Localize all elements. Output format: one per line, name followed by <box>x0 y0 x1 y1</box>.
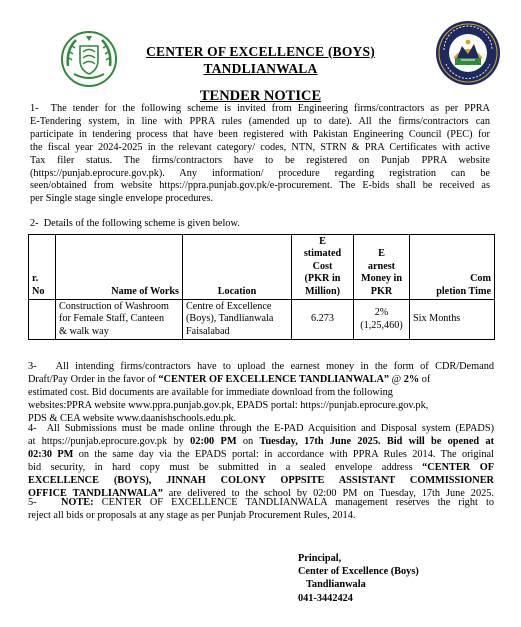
cell-completion-time: Six Months <box>410 300 495 340</box>
header-location: Location <box>183 235 292 300</box>
paragraph-4: 4- All Submissions must be made online through the E-PAD Acquisition and Disposal system (EPADS) at https://punjab.eprocure.gov.pk by 02:00 PM on Tuesday, 17th June 2025. Bid will be opened at 02:30 PM on the same day via the EPADS portal: in accordance with PPRA Rules 2014. The original bid security, in hard copy must be submitted in a sealed envelope address “CENTER OF EXCELLENCE (BOYS), JINNAH COLONY OPPSITE ASSISTANT COMMISSIONER OFFICE TANDLIANWALA” are delivered to the school by 02:00 PM on Tuesday, 17th June 2025. <box>28 423 495 499</box>
paragraph-1-line: Tax filer status. The firms/contractors have to be registered on Punjab PPRA website <box>30 154 490 166</box>
paragraph-1-line: 1- The tender for the following scheme is invited from Engineering firms/contractors as per PPRA <box>30 103 490 114</box>
paragraph-2: 2- Details of the following scheme is given below. <box>30 218 240 229</box>
header-name-of-works: Name of Works <box>56 235 183 300</box>
header-serial-no: r. No <box>29 235 56 300</box>
organization-name: CENTER OF EXCELLENCE (BOYS) <box>146 44 375 59</box>
paragraph-1-line: per Single stage single envelope procedures. <box>30 193 213 205</box>
notice-title: TENDER NOTICE <box>199 88 322 104</box>
paragraph-1-line: the fiscal year 2024-2025 in the relevant category/ codes, NTN, STRN & PRA Certificates with active <box>30 141 490 153</box>
paragraph-1 <box>30 103 490 206</box>
signature-organization: Center of Excellence (Boys) <box>298 565 419 577</box>
paragraph-1-line: E-Tendering system, in line with PPRA rules (amended up to date). All the firms/contractors can <box>30 115 490 127</box>
paragraph-1-line: participate in tendering process that have been registered with Pakistan Engineering Council (PEC) for <box>30 128 490 140</box>
organization-city: TANDLIANWALA <box>203 61 318 76</box>
signature-phone: 041-3442424 <box>298 593 353 605</box>
cell-earnest-money: 2% (1,25,460) <box>354 300 410 340</box>
signature-block <box>298 553 419 606</box>
cell-estimated-cost: 6.273 <box>292 300 354 340</box>
signature-city: Tandlianwala <box>306 578 366 590</box>
signature-title: Principal, <box>298 553 342 564</box>
table-row <box>29 300 495 340</box>
table-header-row <box>29 235 495 300</box>
header-estimated-cost: E stimated Cost (PKR in Million) <box>292 235 354 300</box>
paragraph-1-line: (https://punjab.eprocure.gov.pk). Any information/ procedure regarding registration can be <box>30 167 490 179</box>
cell-name-of-works: Construction of Washroom for Female Staff, Canteen & walk way <box>56 300 183 340</box>
paragraph-5: 5- NOTE: CENTER OF EXCELLENCE TANDLIANWALA management reserves the right to reject all bids or proposals at any stage as per Punjab Procurement Rules, 2014. <box>28 497 494 521</box>
header-earnest-money: E arnest Money in PKR <box>354 235 410 300</box>
paragraph-3: 3- All intending firms/contractors have to upload the earnest money in the form of CDR/Demand Draft/Pay Order in the favor of “CENTER OF EXCELLENCE TANDLIANWALA” @ 2% of estimated cost. Bid documents are available for immediate download from the following websites:PPRA website www.ppra.punjab.gov.pk, EPADS portal: https://punjab.eprocure.gov.pk, PDS & CEA website www.daanishschools.edu.pk. <box>28 361 494 424</box>
header-completion-time: Com pletion Time <box>410 235 495 300</box>
paragraph-1-line: seen/obtained from website https://ppra.punjab.gov.pk/e-procurement. The E-bids shall be received as <box>30 180 490 192</box>
works-table <box>28 234 495 340</box>
cell-serial-no <box>29 300 56 340</box>
cell-location: Centre of Excellence (Boys), Tandlianwala Faisalabad <box>183 300 292 340</box>
